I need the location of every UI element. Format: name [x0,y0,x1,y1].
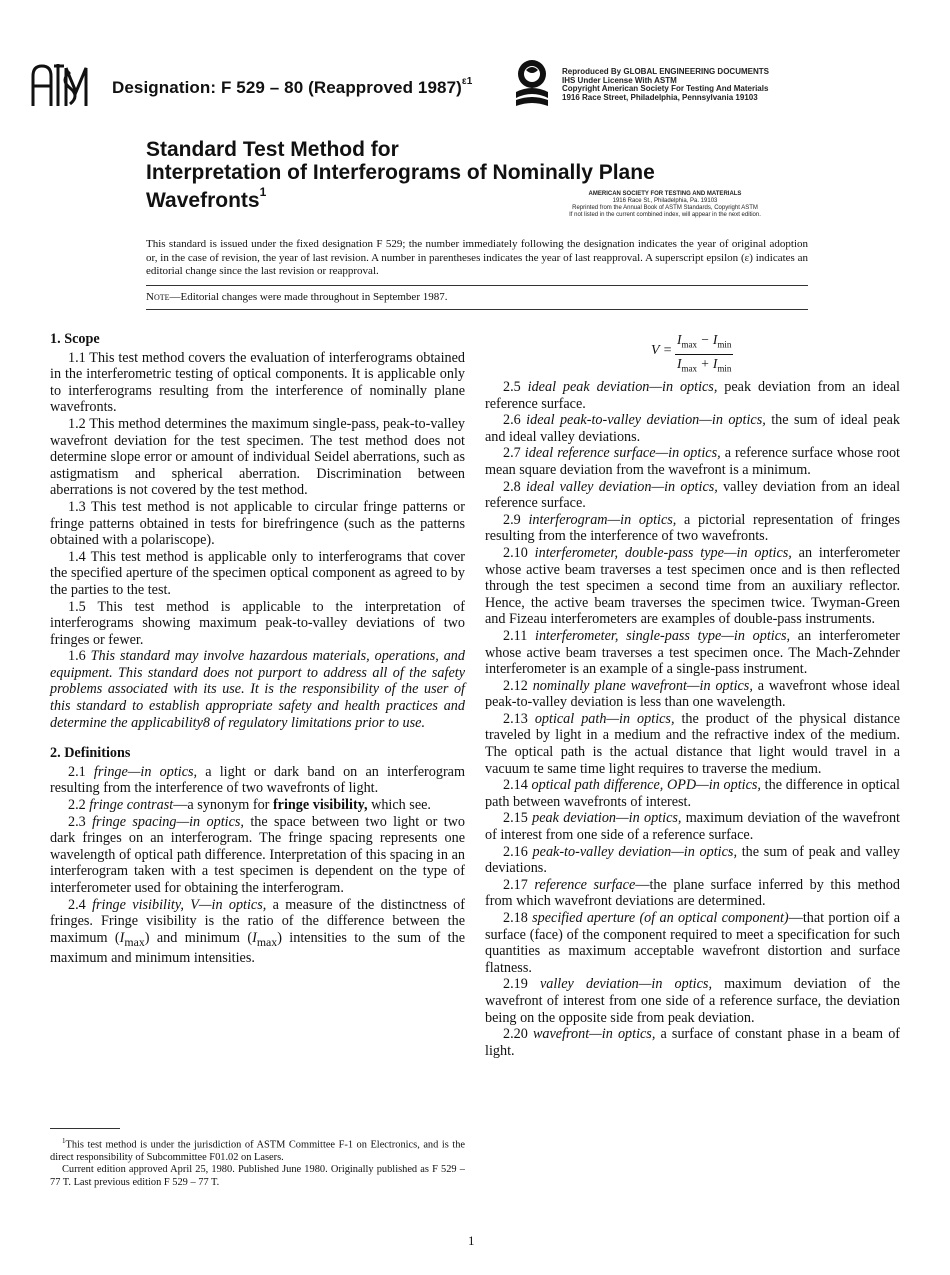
repro-line: Copyright American Society For Testing And Materials [562,84,769,93]
definition-2-19: 2.19 valley deviation—in optics, maximum deviation of the wavefront of interest from one side of a reference surface, the deviation being on the opposite side from peak deviation. [485,976,901,1026]
paragraph-1-3: 1.3 This test method is not applicable to circular fringe patterns or fringe patterns obtained in tests for birefringence (such as the patterns obtained with a polariscope). [50,498,465,549]
paragraph-1-5: 1.5 This test method is applicable to the interpretation of interferograms showing maximum peak-to-valley deviations of two fringes or fewer. [50,598,465,648]
definition-2-16: 2.16 peak-to-valley deviation—in optics, the sum of peak and valley deviations. [485,843,901,877]
left-column [50,331,465,967]
footnote-2: Current edition approved April 25, 1980. Published June 1980. Originally published as F 529 – 77 T. Last previous edition F 529 – 77 T. [50,1164,465,1188]
right-column [485,331,900,1059]
definition-2-18: 2.18 specified aperture (of an optical component)—that portion oif a surface (face) of the component required to meet a specification for such quantities as maximum acceptable wavefront distortion and surface flatness. [485,910,900,976]
divider [146,309,808,310]
repro-line: IHS Under License With ASTM [562,75,677,85]
repro-line: Reproduced By GLOBAL ENGINEERING DOCUMENTS [562,67,769,76]
society-line: AMERICAN SOCIETY FOR TESTING AND MATERIALS [588,191,742,197]
definition-2-5: 2.5 ideal peak deviation—in optics, peak deviation from an ideal reference surface. [485,379,901,412]
definition-2-15: 2.15 peak deviation—in optics, maximum deviation of the wavefront of interest from one side of a reference surface. [485,810,900,844]
definition-2-10: 2.10 interferometer, double-pass type—in optics, an interferometer whose active beam traverses a test specimen once and is then reflected through the test specimen a second time from an auxiliary reflector. Hence, the active beam traverses the specimen twice. Twyman-Green and Fizeau interferometers are examples of double-pass instruments. [485,544,901,628]
designation: Designation: F 529 – 80 (Reapproved 1987)$^{\varepsilon 1}$ [112,76,473,97]
definition-2-3: 2.3 fringe spacing—in optics, the space between two light or two dark fringes on an interferogram. The fringe spacing represents one wavelength of optical path difference. Interpretation of this spacing in an interferogram taken with a test specimen is dependent on the type of interferometer used for obtaining the interferogram. [50,813,466,896]
repro-line: 1916 Race Street, Philadelphia, Pennsylvania 19103 [562,92,758,102]
issued-statement: This standard is issued under the fixed designation F 529; the number immediately following the designation indicates the year of original adoption or, in the case of revision, the year of last revision. A number in parentheses indicates the year of last reapproval. A superscript epsilon (ε) indicates an editorial change since the last revision or reapproval. [146,238,808,277]
page-header [30,52,930,122]
definition-2-9: 2.9 interferogram—in optics, a pictorial representation of fringes resulting from the interference of two wavefronts. [485,511,901,545]
society-line: Reprinted from the Annual Book of ASTM Standards, Copyright ASTM [572,205,758,211]
definition-2-2: 2.2 fringe contrast—a synonym for fringe visibility, which see. [68,797,431,814]
society-line: If not listed in the current combined index, will appear in the next edition. [569,212,761,218]
formula-denominator: $I_{max} + I_{min}$ [677,355,732,374]
title-line: Standard Test Method for [146,138,399,161]
paragraph-1-2: 1.2 This method determines the maximum single-pass, peak-to-valley wavefront deviation for the test specimen. The test method does not determine slope error or amount of individual Seidel aberrations, such as astigmatism and spherical aberration. Discrimination between aberrations is not covered by the test method. [50,415,465,499]
divider [146,285,808,286]
definition-2-17: 2.17 reference surface—the plane surface inferred by this method from which wavefront deviations are determined. [485,876,900,910]
definition-2-4: 2.4 fringe visibility, V—in optics, a measure of the distinctness of fringes. Fringe visibility is the ratio of the difference between the maximum $(I_{max})$ and minimum $(I_{max})$ intensities to the sum of the maximum and minimum intensities. [50,896,466,967]
footnote-1: $^1$This test method is under the jurisdiction of ASTM Committee F-1 on Electronics, and is the direct responsibility of Subcommittee F01.02 on Lasers. [50,1137,465,1163]
section-heading-scope: 1. Scope [50,331,100,347]
definition-2-14: 2.14 optical path difference, OPD—in optics, the difference in optical path between wavefronts of interest. [485,777,900,810]
definition-2-20: 2.20 wavefront—in optics, a surface of constant phase in a beam of light. [485,1026,901,1059]
title-line: Wavefronts$^1$ [146,185,267,212]
definition-2-7: 2.7 ideal reference surface—in optics, a reference surface whose root mean square deviation from the wavefront is a minimum. [485,445,900,478]
section-heading-definitions: 2. Definitions [50,745,131,762]
fringe-visibility-formula [485,331,900,375]
paragraph-1-1: 1.1 This test method covers the evaluation of interferograms obtained in the interferometric testing of optical components. It is applicable only to interferograms resulting from the interference of nominally plane wavefronts. [50,349,465,416]
definition-2-12: 2.12 nominally plane wavefront—in optics, a wavefront whose ideal peak-to-valley deviation is less than one wavelength. [485,677,901,711]
definition-2-11: 2.11 interferometer, single-pass type—in optics, an interferometer whose active beam traverses a test specimen once. The Mach-Zehnder interferometer is an example of a single-pass instrument. [485,627,901,678]
paragraph-1-4: 1.4 This test method is applicable only to interferograms that cover the specified aperture of the specimen optical component as agreed to by the parties to the test. [50,548,465,598]
definition-2-13: 2.13 optical path—in optics, the product of the physical distance traveled by light in a medium and the refractive index of the medium. The optical path is the actual distance that light would travel in a vacuum te same time light requires to traverse the medium. [485,710,900,777]
society-line: 1916 Race St., Philadelphia, Pa. 19103 [612,198,718,204]
editorial-note: Note—Editorial changes were made throughout in September 1987. [146,291,448,303]
definition-2-6: 2.6 ideal peak-to-valley deviation—in optics, the sum of ideal peak and ideal valley deviations. [485,412,901,445]
page-number: 1 [468,1233,475,1248]
title-line: Interpretation of Interferograms of Nominally Plane [146,161,655,184]
astm-logo-icon [30,62,92,108]
society-info [520,191,810,219]
formula-fraction [675,331,733,377]
reproduced-by-notice [562,68,769,102]
footnote-divider [50,1128,120,1129]
formula-lhs: V = [651,343,673,358]
formula-numerator: $I_{max} - I_{min}$ [675,331,733,355]
definition-2-8: 2.8 ideal valley deviation—in optics, valley deviation from an ideal reference surface. [485,478,901,512]
global-engineering-seal-icon [512,58,552,108]
paragraph-1-6: 1.6 This standard may involve hazardous materials, operations, and equipment. This standard does not purport to address all of the safety problems associated with its use. It is the responsibility of the user of this standard to establish appropriate safety and health practices and determine the applicability8 of regulatory limitations prior to use. [50,648,465,731]
footnotes [50,1135,465,1189]
definition-2-1: 2.1 fringe—in optics, a light or dark band on an interferogram resulting from the interference of two wavefronts of light. [50,763,466,797]
